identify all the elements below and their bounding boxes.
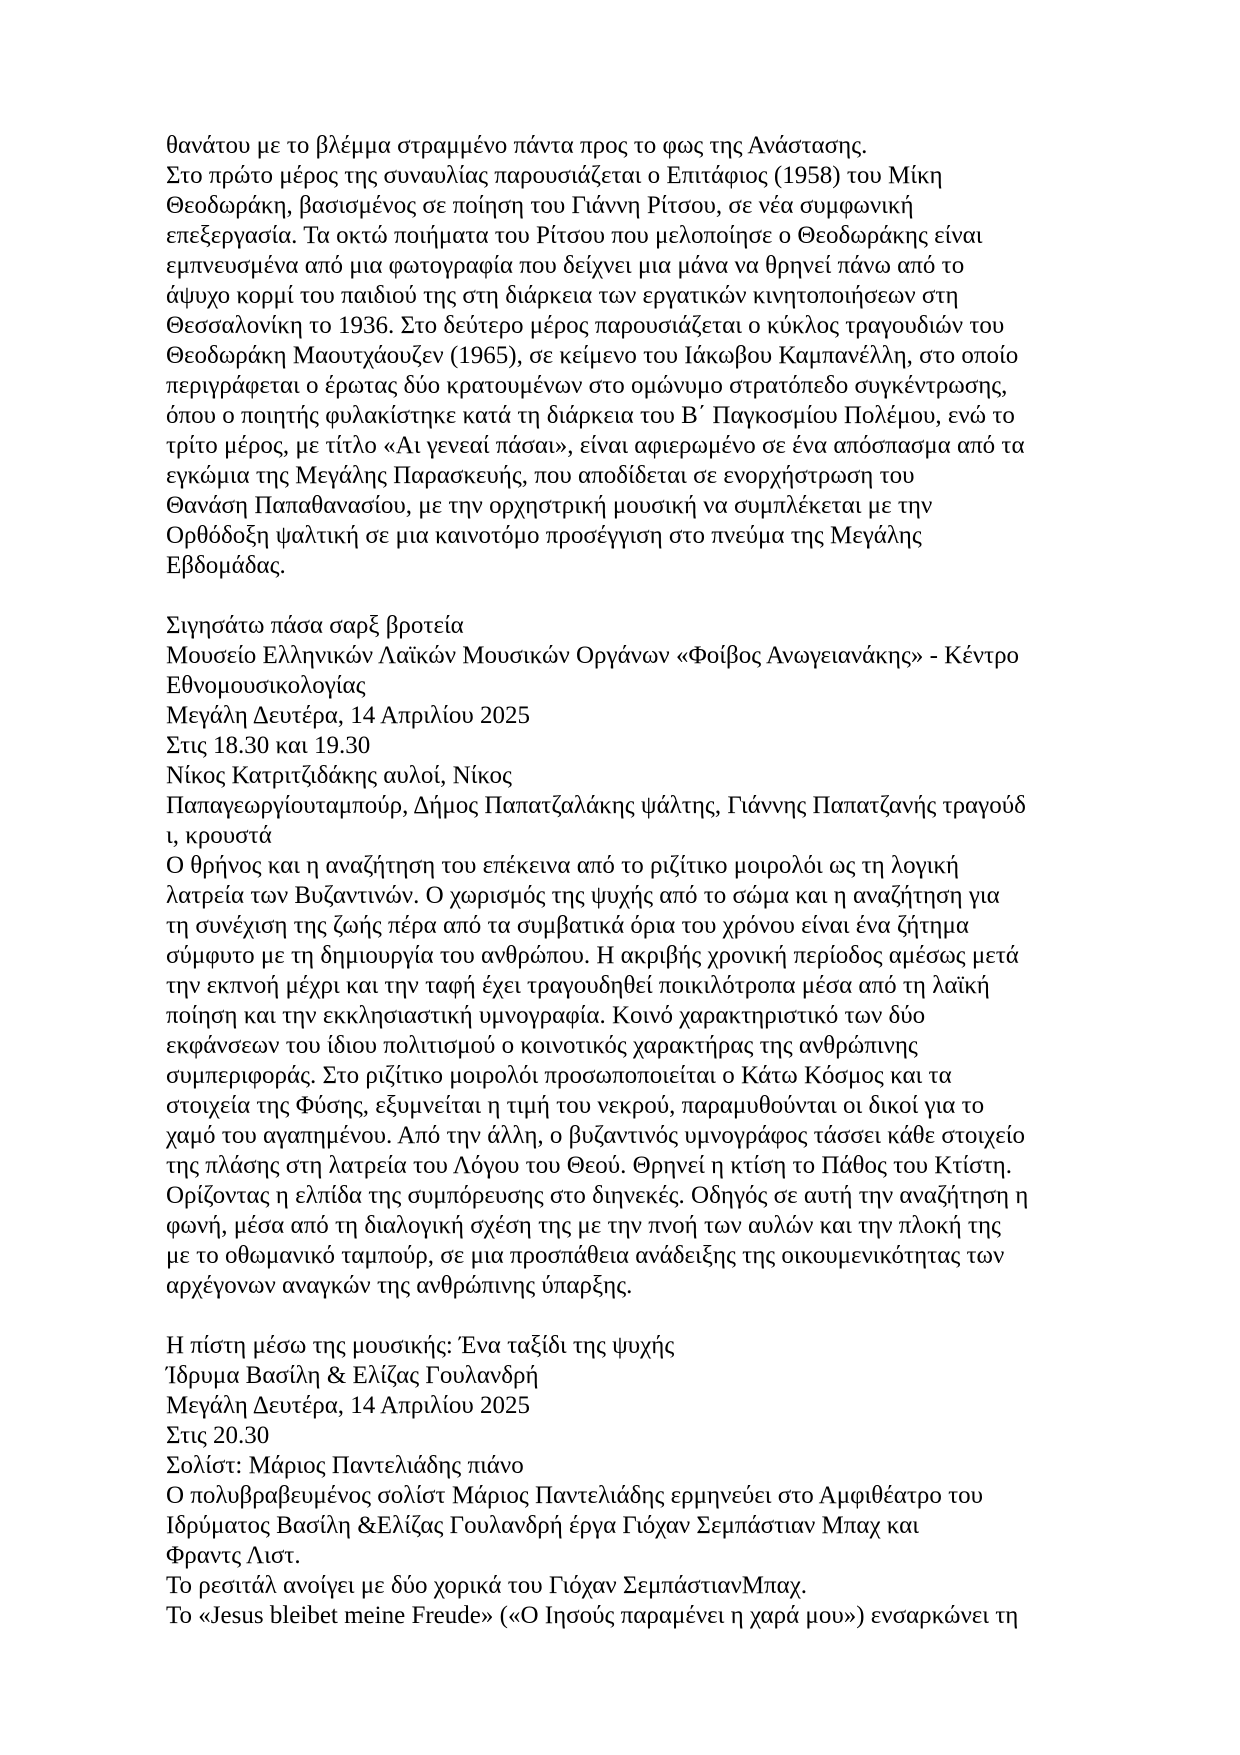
text-line: τρίτο μέρος, με τίτλο «Αι γενεαί πάσαι», είναι αφιερωμένο σε ένα απόσπασμα από τα <box>166 432 1025 459</box>
text-line: Ίδρυμα Βασίλη & Ελίζας Γουλανδρή <box>166 1362 539 1389</box>
text-line: Θεοδωράκη, βασισμένος σε ποίηση του Γιάννη Ρίτσου, σε νέα συμφωνική <box>166 192 914 219</box>
text-line: Στις 18.30 και 19.30 <box>166 732 371 759</box>
text-line: Στις 20.30 <box>166 1422 270 1449</box>
text-line: Το ρεσιτάλ ανοίγει με δύο χορικά του Γιόχαν ΣεμπάστιανΜπαχ. <box>166 1572 808 1599</box>
text-line: αρχέγονων αναγκών της ανθρώπινης ύπαρξης. <box>166 1272 633 1299</box>
text-line: Θεοδωράκη Μαουτχάουζεν (1965), σε κείμενο του Ιάκωβου Καμπανέλλη, στο οποίο <box>166 342 1019 369</box>
text-line: φωνή, μέσα από τη διαλογική σχέση της με την πνοή των αυλών και την πλοκή της <box>166 1212 1001 1239</box>
text-line: Ο πολυβραβευμένος σολίστ Μάριος Παντελιάδης ερμηνεύει στο Αμφιθέατρο του <box>166 1482 984 1509</box>
text-line: τη συνέχιση της ζωής πέρα από τα συμβατικά όρια του χρόνου είναι ένα ζήτημα <box>166 912 969 939</box>
event-section-sigisato-pasa-sarx <box>166 611 1080 1301</box>
text-line: στοιχεία της Φύσης, εξυμνείται η τιμή του νεκρού, παραμυθούνται οι δικοί για το <box>166 1092 985 1119</box>
text-line: θανάτου με το βλέμμα στραμμένο πάντα προς το φως της Ανάστασης. <box>166 132 868 159</box>
text-line: ι, κρουστά <box>166 822 272 849</box>
text-line: άψυχο κορμί του παιδιού της στη διάρκεια των εργατικών κινητοποιήσεων στη <box>166 282 959 309</box>
text-line: σύμφυτο με τη δημιουργία του ανθρώπου. Η ακριβής χρονική περίοδος αμέσως μετά <box>166 942 1019 969</box>
text-line: Ορθόδοξη ψαλτική σε μια καινοτόμο προσέγγιση στο πνεύμα της Μεγάλης <box>166 522 922 549</box>
text-line: Μουσείο Ελληνικών Λαϊκών Μουσικών Οργάνων «Φοίβος Ανωγειανάκης» - Κέντρο <box>166 642 1020 669</box>
text-line: Θανάση Παπαθανασίου, με την ορχηστρική μουσική να συμπλέκεται με την <box>166 492 933 519</box>
text-line: Σολίστ: Μάριος Παντελιάδης πιάνο <box>166 1452 524 1479</box>
text-line: Ορίζοντας η ελπίδα της συμπόρευσης στο διηνεκές. Οδηγός σε αυτή την αναζήτηση η <box>166 1182 1029 1209</box>
text-line: Η πίστη μέσω της μουσικής: Ένα ταξίδι της ψυχής <box>166 1332 675 1359</box>
text-line: Θεσσαλονίκη το 1936. Στο δεύτερο μέρος παρουσιάζεται ο κύκλος τραγουδιών του <box>166 312 1005 339</box>
text-line: εκφάνσεων του ίδιου πολιτισμού ο κοινοτικός χαρακτήρας της ανθρώπινης <box>166 1032 918 1059</box>
text-line: την εκπνοή μέχρι και την ταφή έχει τραγουδηθεί ποικιλότροπα μέσα από τη λαϊκή <box>166 972 990 999</box>
text-line: της πλάσης στη λατρεία του Λόγου του Θεού. Θρηνεί η κτίση το Πάθος του Κτίστη. <box>166 1152 1012 1179</box>
text-line: Ο θρήνος και η αναζήτηση του επέκεινα από το ριζίτικο μοιρολόι ως τη λογική <box>166 852 960 879</box>
text-line: συμπεριφοράς. Στο ριζίτικο μοιρολόι προσωποποιείται ο Κάτω Κόσμος και τα <box>166 1062 952 1089</box>
text-line: εμπνευσμένα από μια φωτογραφία που δείχνει μια μάνα να θρηνεί πάνω από το <box>166 252 965 279</box>
paragraph-concert-description <box>166 131 1080 581</box>
text-line: Μεγάλη Δευτέρα, 14 Απριλίου 2025 <box>166 702 531 729</box>
text-line: Παπαγεωργίουταμπούρ, Δήμος Παπατζαλάκης ψάλτης, Γιάννης Παπατζανής τραγούδ <box>166 792 1026 819</box>
text-line: Ιδρύματος Βασίλη &Ελίζας Γουλανδρή έργα Γιόχαν Σεμπάστιαν Μπαχ και <box>166 1512 919 1539</box>
text-line: εγκώμια της Μεγάλης Παρασκευής, που αποδίδεται σε ενορχήστρωση του <box>166 462 915 489</box>
text-line: Στο πρώτο μέρος της συναυλίας παρουσιάζεται ο Επιτάφιος (1958) του Μίκη <box>166 162 943 189</box>
text-line: ποίηση και την εκκλησιαστική υμνογραφία. Κοινό χαρακτηριστικό των δύο <box>166 1002 926 1029</box>
text-line: Σιγησάτω πάσα σαρξ βροτεία <box>166 612 464 639</box>
text-line: Εθνομουσικολογίας <box>166 672 366 699</box>
event-section-pisti-meso-mousikis <box>166 1331 1080 1631</box>
text-line: Νίκος Κατριτζιδάκης αυλοί, Νίκος <box>166 762 512 789</box>
text-line: όπου ο ποιητής φυλακίστηκε κατά τη διάρκεια του Β΄ Παγκοσμίου Πολέμου, ενώ το <box>166 402 1015 429</box>
text-line: λατρεία των Βυζαντινών. Ο χωρισμός της ψυχής από το σώμα και η αναζήτηση για <box>166 882 1000 909</box>
text-line: Μεγάλη Δευτέρα, 14 Απριλίου 2025 <box>166 1392 531 1419</box>
text-line: Φραντς Λιστ. <box>166 1542 301 1569</box>
text-line: με το οθωμανικό ταμπούρ, σε μια προσπάθεια ανάδειξης της οικουμενικότητας των <box>166 1242 1005 1269</box>
text-line: επεξεργασία. Τα οκτώ ποιήματα του Ρίτσου που μελοποίησε ο Θεοδωράκης είναι <box>166 222 983 249</box>
text-line: Το «Jesus bleibet meine Freude» («Ο Ιησούς παραμένει η χαρά μου») ενσαρκώνει τη <box>166 1602 1019 1629</box>
text-line: Εβδομάδας. <box>166 552 286 579</box>
text-line: περιγράφεται ο έρωτας δύο κρατουμένων στο ομώνυμο στρατόπεδο συγκέντρωσης, <box>166 372 1008 399</box>
text-line: χαμό του αγαπημένου. Από την άλλη, ο βυζαντινός υμνογράφος τάσσει κάθε στοιχείο <box>166 1122 1025 1149</box>
